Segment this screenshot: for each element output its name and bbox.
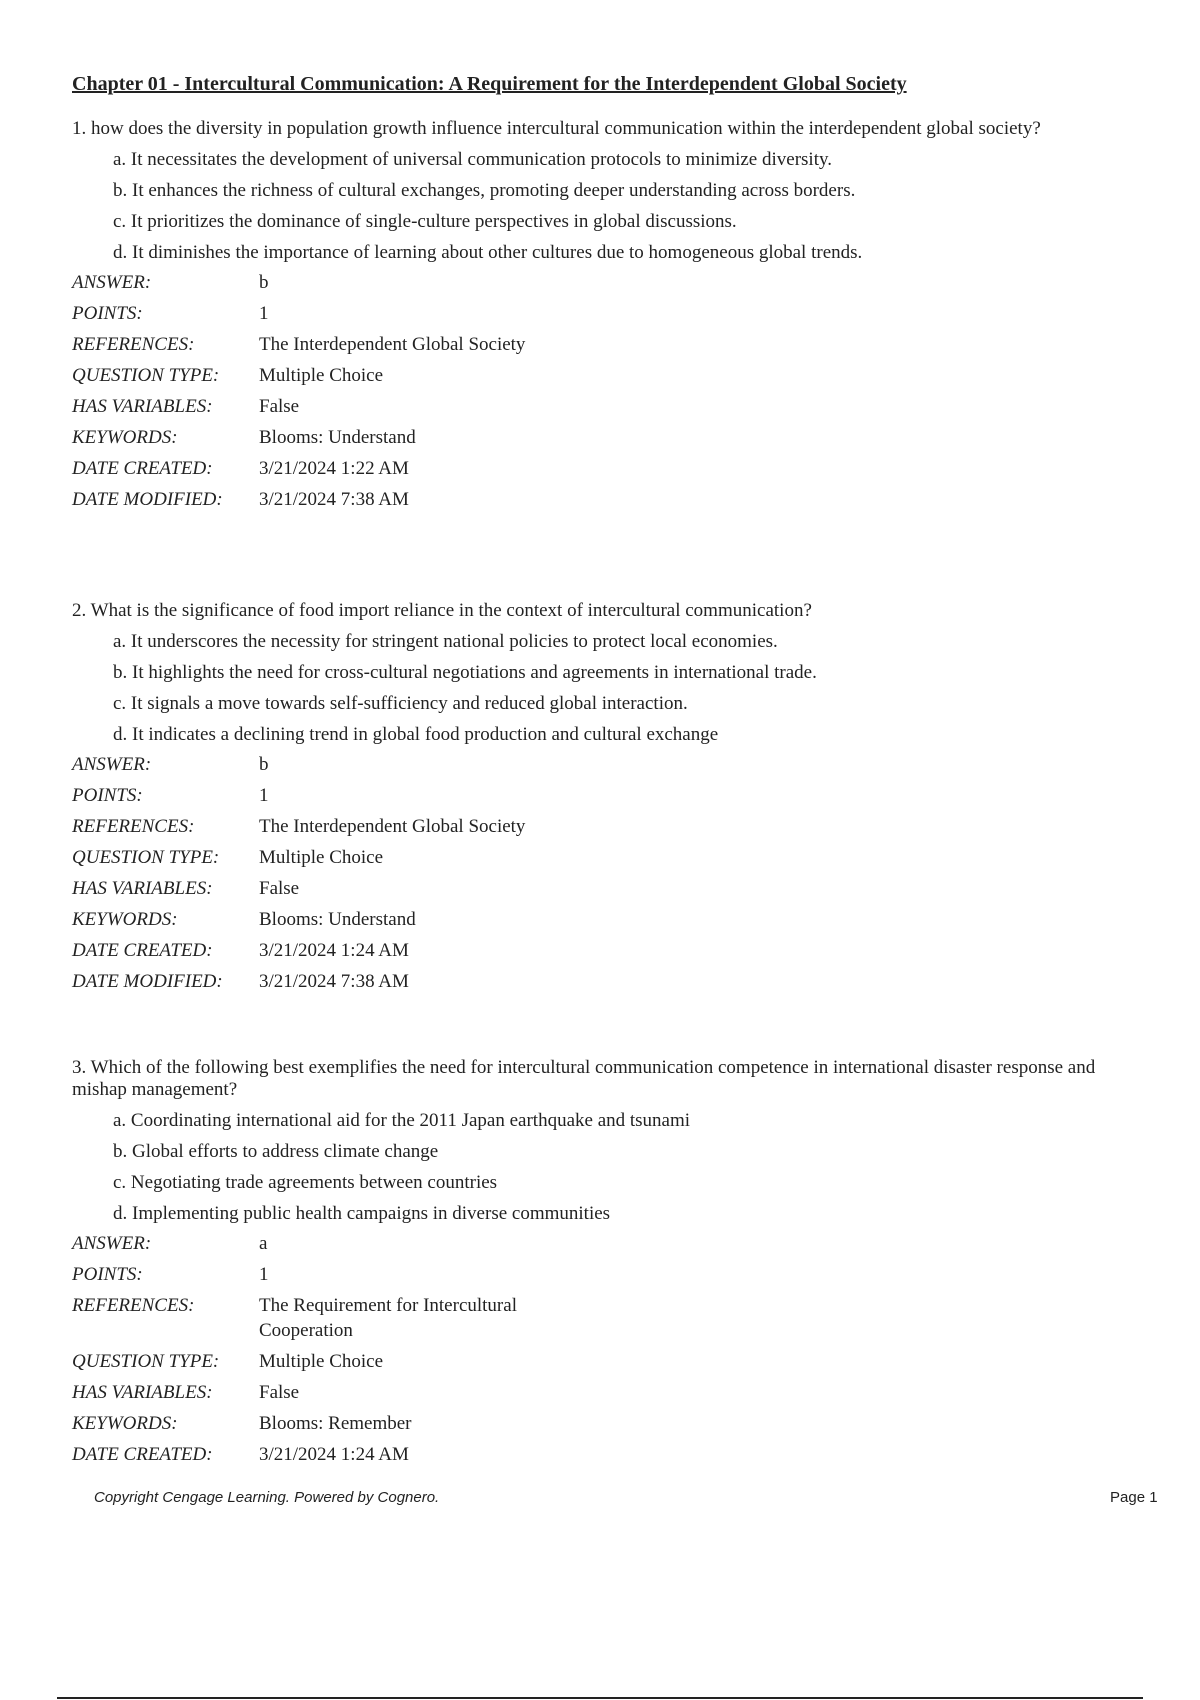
question-metadata — [72, 1231, 1152, 1467]
question-stem: 2. What is the significance of food import reliance in the context of intercultural communication? — [72, 600, 812, 621]
meta-keywords — [72, 907, 1152, 932]
meta-label: DATE CREATED: — [72, 940, 213, 961]
meta-date-modified — [72, 487, 1152, 512]
option-c: c. It signals a move towards self-sufficiency and reduced global interaction. — [113, 693, 688, 714]
meta-label: HAS VARIABLES: — [72, 396, 213, 417]
date-created-value: 3/21/2024 1:24 AM — [259, 1444, 409, 1465]
meta-label: POINTS: — [72, 303, 143, 324]
option-b: b. Global efforts to address climate change — [113, 1141, 439, 1162]
meta-label: ANSWER: — [72, 272, 152, 293]
points-value: 1 — [259, 785, 269, 806]
meta-question-type — [72, 363, 1152, 388]
meta-label: KEYWORDS: — [72, 427, 178, 448]
meta-has-variables — [72, 876, 1152, 901]
date-created-value: 3/21/2024 1:22 AM — [259, 458, 409, 479]
answer-value: b — [259, 272, 269, 293]
question-metadata — [72, 752, 1152, 994]
meta-label: DATE CREATED: — [72, 458, 213, 479]
meta-label: REFERENCES: — [72, 816, 195, 837]
answer-options — [72, 148, 1152, 264]
keywords-value: Blooms: Remember — [259, 1413, 412, 1434]
option-a: a. It underscores the necessity for stringent national policies to protect local economies. — [113, 631, 778, 652]
points-value: 1 — [259, 303, 269, 324]
points-value: 1 — [259, 1264, 269, 1285]
option-d: d. It diminishes the importance of learning about other cultures due to homogeneous global trends. — [113, 242, 863, 263]
meta-label: QUESTION TYPE: — [72, 365, 220, 386]
question-type-value: Multiple Choice — [259, 847, 384, 868]
meta-answer — [72, 1231, 1152, 1256]
meta-label: REFERENCES: — [72, 334, 195, 355]
references-value: The Interdependent Global Society — [259, 334, 526, 355]
meta-label: DATE CREATED: — [72, 1444, 213, 1465]
references-value: The Interdependent Global Society — [259, 816, 526, 837]
answer-options — [72, 630, 1152, 746]
question-1 — [72, 118, 1152, 512]
has-variables-value: False — [259, 396, 300, 417]
option-d: d. Implementing public health campaigns in diverse communities — [113, 1203, 611, 1224]
meta-answer — [72, 752, 1152, 777]
answer-value: a — [259, 1233, 268, 1254]
question-type-value: Multiple Choice — [259, 365, 384, 386]
option-d: d. It indicates a declining trend in global food production and cultural exchange — [113, 724, 719, 745]
date-modified-value: 3/21/2024 7:38 AM — [259, 489, 409, 510]
meta-keywords — [72, 425, 1152, 450]
meta-references — [72, 814, 1152, 839]
meta-label: POINTS: — [72, 1264, 143, 1285]
meta-has-variables — [72, 1380, 1152, 1405]
option-b: b. It enhances the richness of cultural exchanges, promoting deeper understanding across borders. — [113, 180, 856, 201]
has-variables-value: False — [259, 1382, 300, 1403]
option-b: b. It highlights the need for cross-cultural negotiations and agreements in international trade. — [113, 662, 817, 683]
footer-copyright: Copyright Cengage Learning. Powered by Cognero. — [94, 1489, 440, 1506]
date-modified-value: 3/21/2024 7:38 AM — [259, 971, 409, 992]
question-stem: 3. Which of the following best exemplifies the need for intercultural communication competence in international disaster response and mishap management? — [72, 1057, 1096, 1100]
question-2 — [72, 600, 1152, 994]
meta-label: HAS VARIABLES: — [72, 1382, 213, 1403]
meta-answer — [72, 270, 1152, 295]
meta-label: REFERENCES: — [72, 1295, 195, 1316]
meta-points — [72, 783, 1152, 808]
bottom-divider — [57, 1697, 1143, 1699]
meta-references — [72, 1293, 1152, 1343]
question-metadata — [72, 270, 1152, 512]
meta-points — [72, 301, 1152, 326]
question-stem: 1. how does the diversity in population growth influence intercultural communication within the interdependent global society? — [72, 118, 1041, 139]
question-type-value: Multiple Choice — [259, 1351, 384, 1372]
answer-options — [72, 1109, 1152, 1225]
question-3 — [72, 1057, 1152, 1467]
option-a: a. It necessitates the development of universal communication protocols to minimize diversity. — [113, 149, 832, 170]
meta-references — [72, 332, 1152, 357]
answer-value: b — [259, 754, 269, 775]
option-c: c. Negotiating trade agreements between countries — [113, 1172, 498, 1193]
meta-date-created — [72, 456, 1152, 481]
option-a: a. Coordinating international aid for the 2011 Japan earthquake and tsunami — [113, 1110, 691, 1131]
option-c: c. It prioritizes the dominance of single-culture perspectives in global discussions. — [113, 211, 737, 232]
meta-points — [72, 1262, 1152, 1287]
keywords-value: Blooms: Understand — [259, 909, 416, 930]
meta-label: POINTS: — [72, 785, 143, 806]
meta-keywords — [72, 1411, 1152, 1436]
page-number: Page 1 — [1110, 1489, 1158, 1506]
chapter-title: Chapter 01 - Intercultural Communication: A Requirement for the Interdependent Global Society — [72, 73, 907, 95]
meta-label: KEYWORDS: — [72, 909, 178, 930]
meta-label: HAS VARIABLES: — [72, 878, 213, 899]
has-variables-value: False — [259, 878, 300, 899]
meta-label: DATE MODIFIED: — [72, 489, 223, 510]
meta-date-created — [72, 938, 1152, 963]
meta-label: QUESTION TYPE: — [72, 1351, 220, 1372]
date-created-value: 3/21/2024 1:24 AM — [259, 940, 409, 961]
meta-question-type — [72, 1349, 1152, 1374]
meta-date-created — [72, 1442, 1152, 1467]
meta-label: QUESTION TYPE: — [72, 847, 220, 868]
meta-label: DATE MODIFIED: — [72, 971, 223, 992]
meta-label: ANSWER: — [72, 1233, 152, 1254]
meta-date-modified — [72, 969, 1152, 994]
meta-label: ANSWER: — [72, 754, 152, 775]
references-value: The Requirement for Intercultural Cooperation — [259, 1295, 517, 1341]
meta-label: KEYWORDS: — [72, 1413, 178, 1434]
meta-question-type — [72, 845, 1152, 870]
keywords-value: Blooms: Understand — [259, 427, 416, 448]
meta-has-variables — [72, 394, 1152, 419]
